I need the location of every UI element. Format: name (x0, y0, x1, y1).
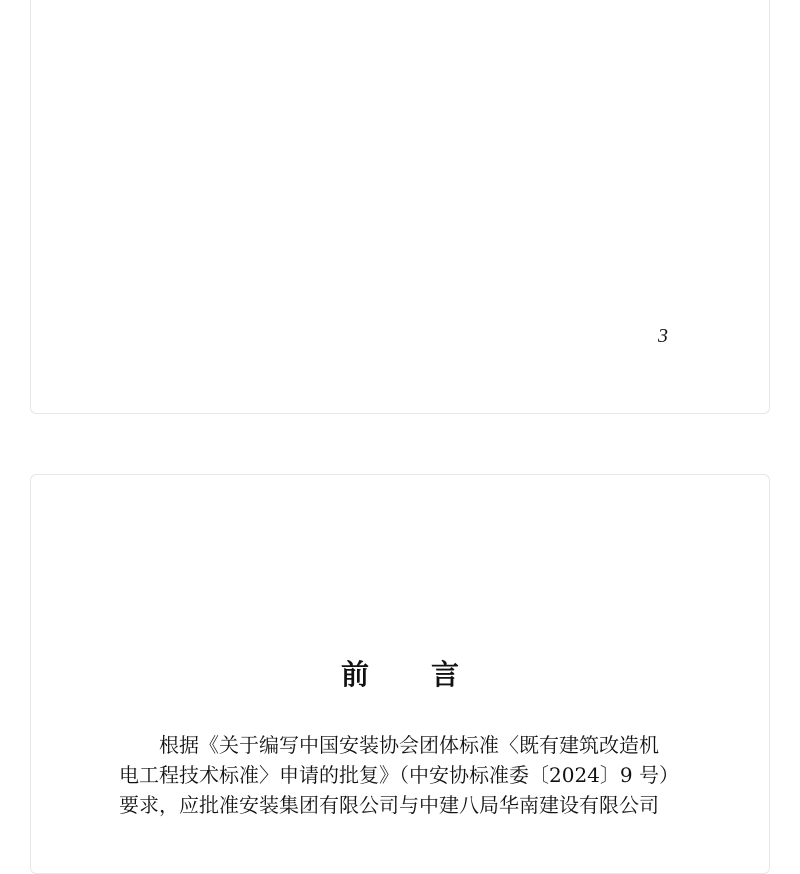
page-number: 3 (658, 325, 668, 347)
heading-char: 前 (340, 658, 371, 691)
paragraph-line: 要求，应批准安装集团有限公司与中建八局华南建设有限公司 (119, 793, 659, 817)
heading-char: 言 (431, 658, 462, 691)
document-page (30, 474, 770, 874)
preface-paragraph (119, 730, 699, 820)
paragraph-line: 电工程技术标准〉申请的批复》（中安协标准委〔2024〕9 号） (119, 763, 679, 787)
document-page (30, 0, 770, 414)
paragraph-line: 根据《关于编写中国安装协会团体标准〈既有建筑改造机 (159, 733, 659, 757)
page-heading (31, 653, 771, 693)
